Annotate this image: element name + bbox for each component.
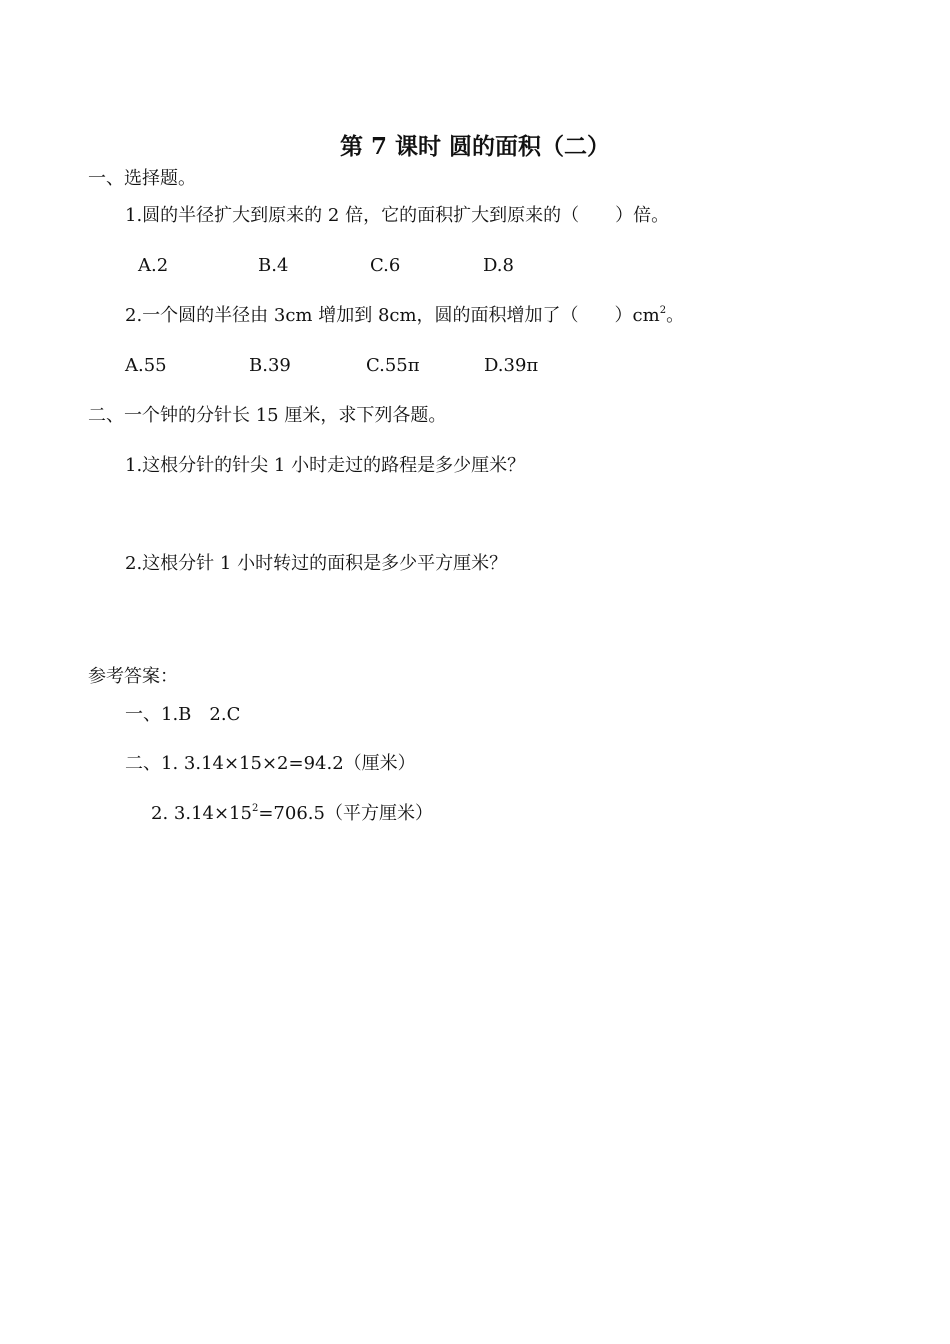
answer-line-1: 一、1.B 2.C [125, 704, 241, 725]
section1-heading: 一、选择题。 [88, 168, 196, 189]
page-title: 第 7 课时 圆的面积（二） [339, 133, 611, 160]
question-1-2 [125, 305, 684, 327]
answer-line-2: 二、1. 3.14×15×2=94.2（厘米） [125, 753, 416, 774]
q2-option-a: A.55 [125, 355, 167, 376]
question-1-1: 1.圆的半径扩大到原来的 2 倍，它的面积扩大到原来的（ ）倍。 [125, 205, 670, 226]
answer-line-3-end: =706.5（平方厘米） [258, 803, 433, 824]
q1-option-b: B.4 [258, 255, 289, 276]
question-1-2-text: 2.一个圆的半径由 3cm 增加到 8cm，圆的面积增加了（ ）cm [125, 305, 660, 326]
question-2-2: 2.这根分针 1 小时转过的面积是多少平方厘米？ [125, 553, 508, 574]
q1-option-c: C.6 [370, 255, 401, 276]
q2-option-d: D.39π [484, 355, 539, 376]
q1-option-d: D.8 [483, 255, 514, 276]
question-1-2-end: 。 [666, 305, 685, 326]
answer-line-3-superscript: 2 [251, 803, 259, 814]
answer-line-3 [151, 803, 433, 825]
answer-line-3-text: 2. 3.14×15 [151, 803, 252, 824]
section2-heading: 二、一个钟的分针长 15 厘米，求下列各题。 [88, 405, 447, 426]
question-2-1: 1.这根分针的针尖 1 小时走过的路程是多少厘米？ [125, 455, 526, 476]
q1-option-a: A.2 [138, 255, 169, 276]
answers-heading: 参考答案： [88, 666, 178, 687]
question-1-2-superscript: 2 [659, 305, 667, 316]
q2-option-b: B.39 [249, 355, 291, 376]
q2-option-c: C.55π [366, 355, 420, 376]
